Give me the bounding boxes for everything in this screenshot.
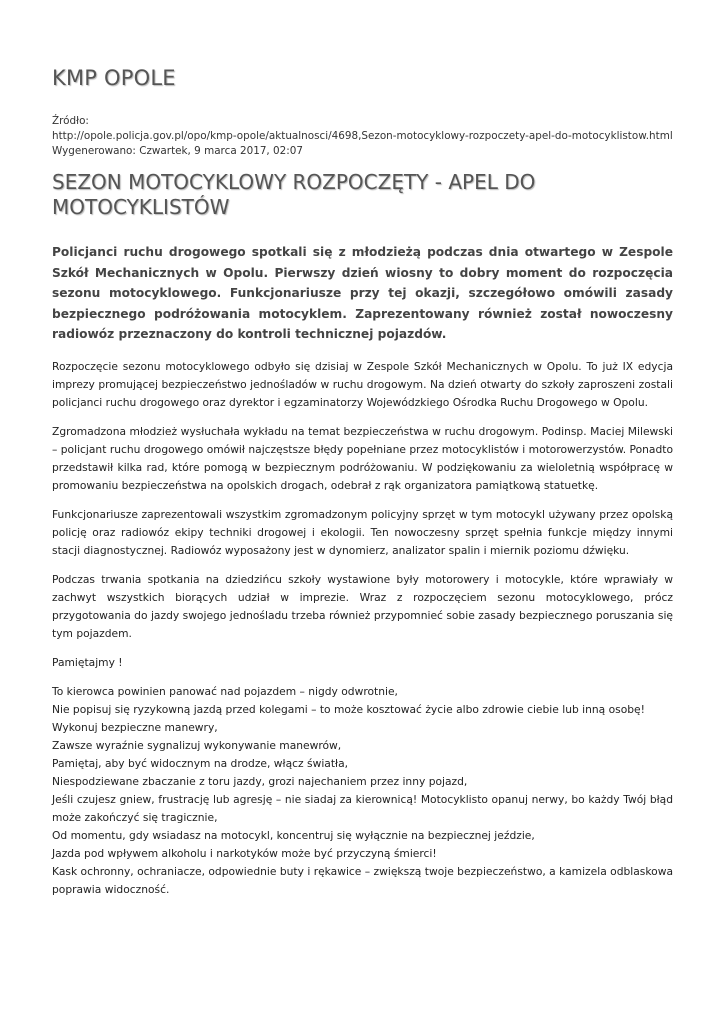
article-paragraph: Podczas trwania spotkania na dziedzińcu szkoły wystawione były motorowery i motocykle, które wprawiały w zachwyt wszystkich biorących udział w imprezie. Wraz z rozpoczęciem sezonu motocyklowego, prócz przygotowania do jazdy swojego jednośladu trzeba również przypomnieć sobie zasady bezpiecznego poruszania się tym pojazdem. [52, 573, 673, 640]
article-paragraph: Zgromadzona młodzież wysłuchała wykładu na temat bezpieczeństwa w ruchu drogowym. Podinsp. Maciej Milewski – policjant ruchu drogowego omówił najczęstsze błędy popełniane przez motocyklistów i motorowerzystów. Ponadto przedstawił kilka rad, które pomogą w bezpiecznym podróżowaniu. W podziękowaniu za wieloletnią współpracę w promowaniu bezpieczeństwa na opolskich drogach, odebrał z rąk organizatora pamiątkową statuetkę. [52, 425, 673, 492]
tip-item: Kask ochronny, ochraniacze, odpowiednie buty i rękawice – zwiększą twoje bezpieczeństwo, a kamizela odblaskowa poprawia widoczność. [52, 865, 673, 896]
tip-item: Jazda pod wpływem alkoholu i narkotyków może być przyczyną śmierci! [52, 847, 437, 860]
article-title: SEZON MOTOCYKLOWY ROZPOCZĘTY - APEL DO MOTOCYKLISTÓW [52, 170, 536, 219]
tips-list [52, 683, 673, 899]
tip-item: To kierowca powinien panować nad pojazdem – nigdy odwrotnie, [52, 685, 398, 698]
tip-item: Wykonuj bezpieczne manewry, [52, 721, 218, 734]
source-url: http://opole.policja.gov.pl/opo/kmp-opole/aktualnosci/4698,Sezon-motocyklowy-rozpoczety-apel-do-motocyklistow.html [52, 130, 673, 142]
tip-item: Nie popisuj się ryzykowną jazdą przed kolegami – to może kosztować życie albo zdrowie ciebie lub inną osobę! [52, 703, 645, 716]
tip-item: Jeśli czujesz gniew, frustrację lub agresję – nie siadaj za kierownicą! Motocyklisto opanuj nerwy, bo każdy Twój błąd może zakończyć się tragicznie, [52, 793, 673, 824]
tip-item: Pamiętaj, aby być widocznym na drodze, włącz światła, [52, 757, 349, 770]
tip-item: Zawsze wyraźnie sygnalizuj wykonywanie manewrów, [52, 739, 342, 752]
generated-date: Wygenerowano: Czwartek, 9 marca 2017, 02:07 [52, 145, 303, 157]
source-meta [52, 114, 673, 159]
article-paragraph: Funkcjonariusze zaprezentowali wszystkim zgromadzonym policyjny sprzęt w tym motocykl używany przez opolską policję oraz radiowóz ekipy techniki drogowej i ekologii. Ten nowoczesny sprzęt spełnia funkcje między innymi stacji diagnostycznej. Radiowóz wyposażony jest w dynomierz, analizator spalin i miernik poziomu dźwięku. [52, 508, 673, 557]
site-title: KMP OPOLE [52, 66, 176, 90]
article-lead: Policjanci ruchu drogowego spotkali się z młodzieżą podczas dnia otwartego w Zespole Szkół Mechanicznych w Opolu. Pierwszy dzień wiosny to dobry moment do rozpoczęcia sezonu motocyklowego. Funkcjonariusze przy tej okazji, szczegółowo omówili zasady bezpiecznego podróżowania motocyklem. Zaprezentowany również został nowoczesny radiowóz przeznaczony do kontroli technicznej pojazdów. [52, 245, 673, 341]
article-paragraph: Rozpoczęcie sezonu motocyklowego odbyło się dzisiaj w Zespole Szkół Mechanicznych w Opolu. To już IX edycja imprezy promującej bezpieczeństwo jednośladów w ruchu drogowym. Na dzień otwarty do szkoły zaproszeni zostali policjanci ruchu drogowego oraz dyrektor i egzaminatorzy Wojewódzkiego Ośrodka Ruchu Drogowego w Opolu. [52, 360, 673, 409]
source-label: Źródło: [52, 115, 89, 127]
article-body [52, 358, 673, 899]
tip-item: Niespodziewane zbaczanie z toru jazdy, grozi najechaniem przez inny pojazd, [52, 775, 468, 788]
tip-item: Od momentu, gdy wsiadasz na motocykl, koncentruj się wyłącznie na bezpiecznej jeździe, [52, 829, 535, 842]
article-paragraph: Pamiętajmy ! [52, 656, 123, 669]
